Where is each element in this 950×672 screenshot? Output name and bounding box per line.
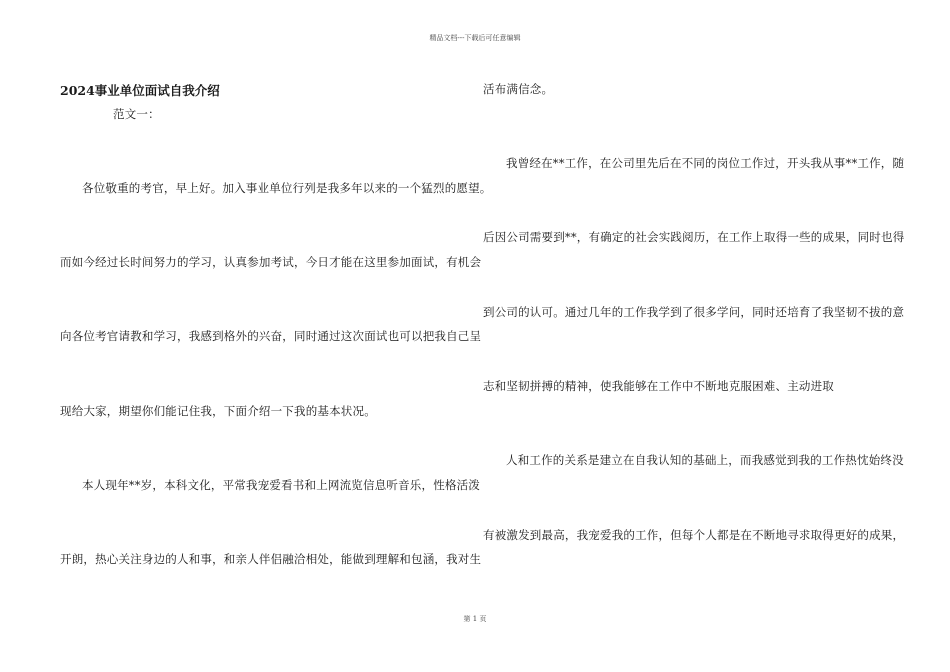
right-paragraph-line: 有被激发到最高，我宠爱我的工作，但每个人都是在不断地寻求取得更好的成果，	[483, 528, 905, 542]
left-paragraph-line: 向各位考官请教和学习，我感到格外的兴奋，同时通过这次面试也可以把我自己呈	[60, 329, 482, 343]
left-paragraph-line: 现给大家，期望你们能记住我，下面介绍一下我的基本状况。	[60, 404, 376, 418]
page-number: 第 1 页	[463, 615, 487, 623]
right-paragraph-line: 后因公司需要到**，有确定的社会实践阅历，在工作上取得一些的成果，同时也得	[483, 230, 905, 244]
right-paragraph-line: 到公司的认可。通过几年的工作我学到了很多学问，同时还培育了我坚韧不拔的意	[483, 305, 905, 319]
right-paragraph-line: 我曾经在**工作，在公司里先后在不同的岗位工作过，开头我从事**工作，随	[506, 156, 905, 170]
right-paragraph-line: 活布满信念。	[483, 82, 554, 96]
right-paragraph-line: 志和坚韧拼搏的精神，使我能够在工作中不断地克服困难、主动进取	[483, 379, 834, 393]
left-paragraph-line: 本人现年**岁，本科文化，平常我宠爱看书和上网流览信息听音乐，性格活泼	[82, 478, 480, 492]
left-paragraph-line: 范文一：	[113, 107, 160, 121]
left-paragraph-line: 开朗，热心关注身边的人和事，和亲人伴侣融洽相处，能做到理解和包涵，我对生	[60, 552, 482, 566]
left-paragraph-line: 而如今经过长时间努力的学习，认真参加考试，今日才能在这里参加面试，有机会	[60, 255, 482, 269]
page-header: 精品文档---下载后可任意编辑	[429, 34, 521, 42]
left-paragraph-line: 各位敬重的考官，早上好。加入事业单位行列是我多年以来的一个猛烈的愿望。	[82, 181, 492, 195]
right-paragraph-line: 人和工作的关系是建立在自我认知的基础上，而我感觉到我的工作热忱始终没	[506, 453, 904, 467]
document-title: 2024事业单位面试自我介绍	[60, 83, 220, 98]
